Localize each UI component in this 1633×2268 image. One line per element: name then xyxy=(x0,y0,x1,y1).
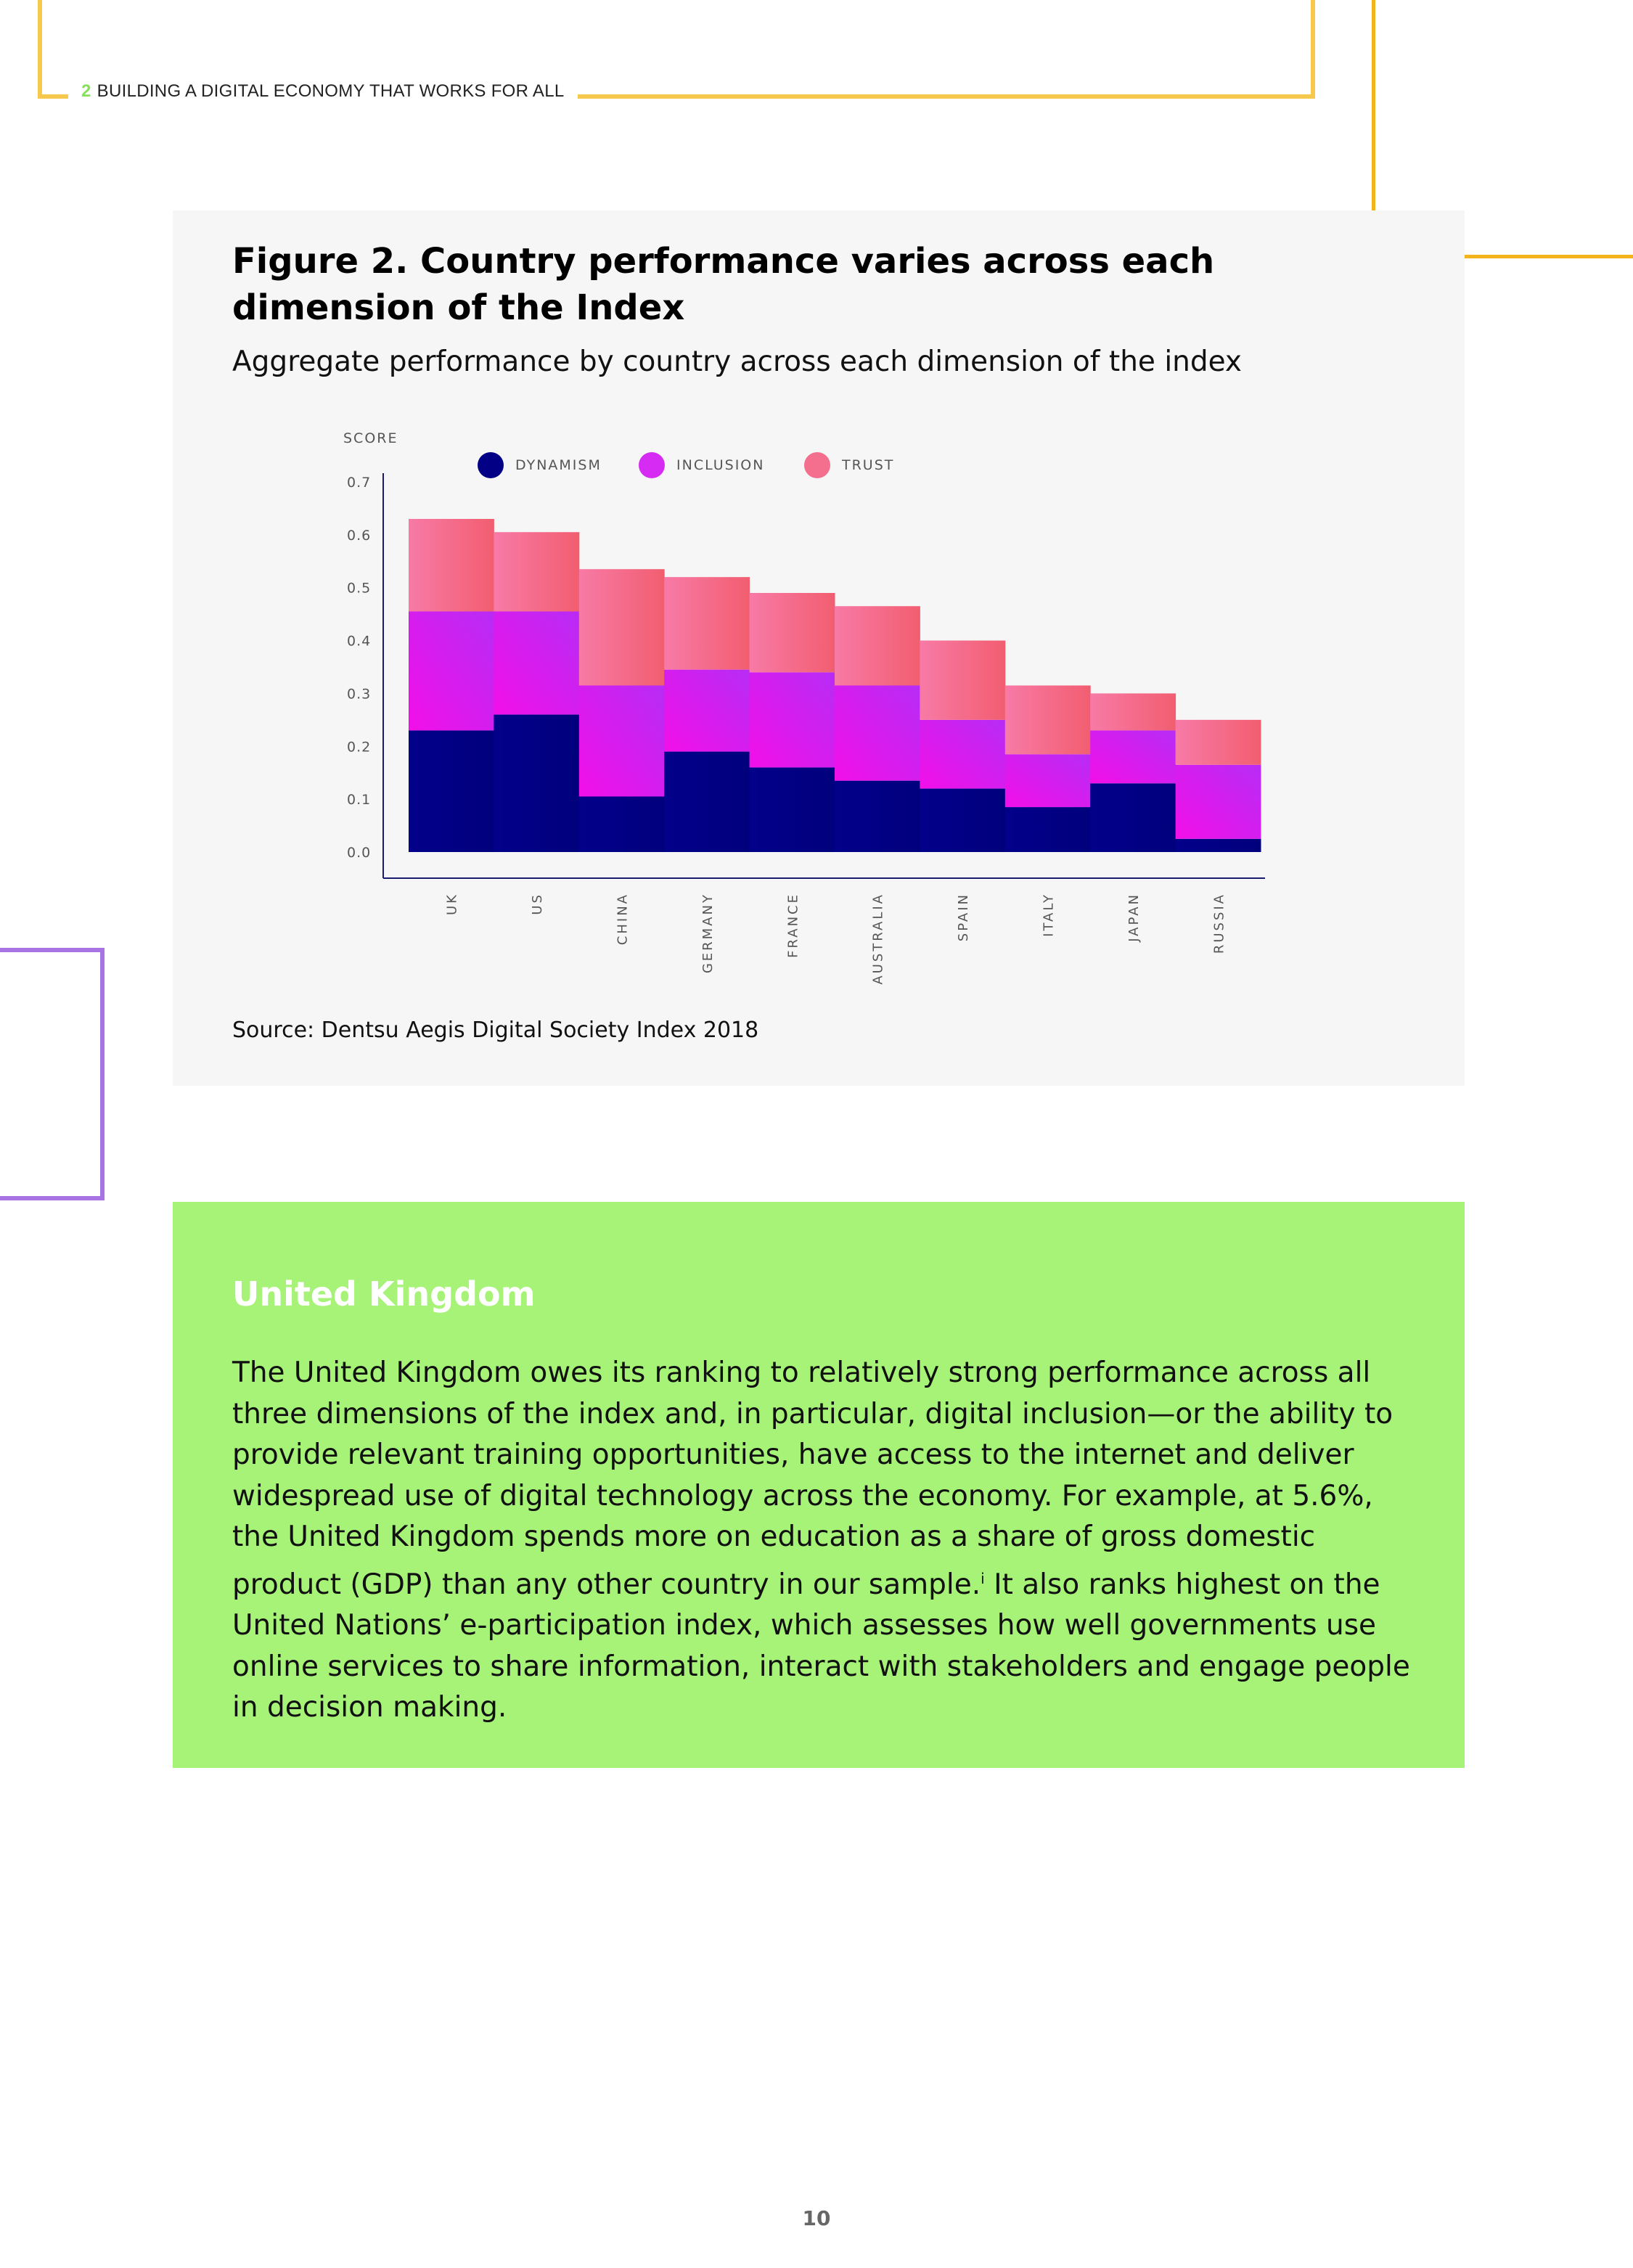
uk-body-part-2: It also ranks highest on the United Nations’ e-participation index, which assesses how well governments use online services to share information, interact with stakeholders and engage people in decision making. xyxy=(232,1568,1410,1724)
bar-inclusion-australia xyxy=(835,686,920,781)
section-title: BUILDING A DIGITAL ECONOMY THAT WORKS FOR ALL xyxy=(97,81,565,101)
x-tick-label-germany: GERMANY xyxy=(700,893,716,974)
x-tick-label-australia: AUSTRALIA xyxy=(870,893,886,985)
bar-dynamism-france xyxy=(750,767,835,852)
section-number: 2 xyxy=(81,81,91,101)
bar-trust-italy xyxy=(1005,686,1091,755)
bar-trust-uk xyxy=(409,519,494,612)
y-tick-label: 0.0 xyxy=(347,845,372,861)
uk-heading: United Kingdom xyxy=(232,1274,536,1314)
y-tick-label: 0.3 xyxy=(347,686,372,703)
y-axis-title: SCORE xyxy=(343,430,398,446)
bar-dynamism-spain xyxy=(920,789,1005,852)
bar-dynamism-italy xyxy=(1005,807,1091,852)
y-tick-label: 0.1 xyxy=(347,792,372,808)
figure-source: Source: Dentsu Aegis Digital Society Index 2018 xyxy=(232,1018,759,1043)
running-header xyxy=(68,77,578,106)
page-number: 10 xyxy=(802,2206,831,2230)
bar-trust-australia xyxy=(835,606,920,685)
uk-callout-panel xyxy=(173,1202,1465,1768)
bar-trust-china xyxy=(579,569,665,685)
y-tick-label: 0.6 xyxy=(347,527,372,544)
legend-label-trust: TRUST xyxy=(842,457,895,473)
figure-title: Figure 2. Country performance varies across each dimension of the Index xyxy=(232,241,1215,328)
decorative-frame-left xyxy=(0,948,105,1200)
bar-inclusion-spain xyxy=(920,720,1005,789)
bar-dynamism-australia xyxy=(835,781,920,852)
x-tick-label-china: CHINA xyxy=(615,893,631,946)
bar-inclusion-uk xyxy=(409,612,494,731)
y-tick-label: 0.7 xyxy=(347,475,372,491)
bar-inclusion-japan xyxy=(1090,730,1176,783)
bar-trust-us xyxy=(494,532,579,611)
y-tick-label: 0.5 xyxy=(347,580,372,597)
y-tick-label: 0.4 xyxy=(347,633,372,650)
legend-label-dynamism: DYNAMISM xyxy=(515,457,602,473)
figure-panel xyxy=(173,210,1465,1086)
x-tick-label-japan: JAPAN xyxy=(1126,893,1142,942)
x-tick-label-russia: RUSSIA xyxy=(1211,893,1227,954)
footnote-marker[interactable]: i xyxy=(981,1569,985,1587)
x-tick-label-spain: SPAIN xyxy=(956,893,972,942)
bar-trust-spain xyxy=(920,641,1005,720)
bar-dynamism-uk xyxy=(409,730,494,852)
bar-inclusion-italy xyxy=(1005,754,1091,807)
uk-body-text xyxy=(232,1353,1423,1729)
bar-dynamism-japan xyxy=(1090,783,1176,852)
bar-inclusion-russia xyxy=(1176,765,1261,839)
y-tick-label: 0.2 xyxy=(347,739,372,756)
bar-dynamism-us xyxy=(494,715,579,852)
uk-body-part-1: The United Kingdom owes its ranking to relatively strong performance across all three dimensions of the index and, in particular, digital inclusion—or the ability to provide relevant training opportunities, have access to the internet and deliver widespread use of digital technology across the economy. For example, at 5.6%, the United Kingdom spends more on education as a share of gross domestic product (GDP) than any other country in our sample. xyxy=(232,1356,1393,1601)
bar-inclusion-china xyxy=(579,686,665,797)
bar-trust-france xyxy=(750,593,835,672)
bar-dynamism-russia xyxy=(1176,839,1261,852)
bar-dynamism-germany xyxy=(664,752,750,852)
figure-subtitle: Aggregate performance by country across each dimension of the index xyxy=(232,345,1243,378)
bar-trust-russia xyxy=(1176,720,1261,765)
bar-trust-germany xyxy=(664,577,750,670)
bar-inclusion-france xyxy=(750,672,835,767)
legend-swatch-dynamism xyxy=(478,452,504,478)
bar-trust-japan xyxy=(1090,693,1176,730)
x-tick-label-france: FRANCE xyxy=(785,893,801,958)
legend-label-inclusion: INCLUSION xyxy=(676,457,765,473)
bar-inclusion-us xyxy=(494,612,579,715)
bar-dynamism-china xyxy=(579,797,665,853)
legend-swatch-trust xyxy=(804,452,830,478)
x-tick-label-uk: UK xyxy=(444,893,460,915)
x-tick-label-us: US xyxy=(530,893,546,915)
legend-swatch-inclusion xyxy=(639,452,665,478)
x-tick-label-italy: ITALY xyxy=(1041,893,1057,937)
bar-inclusion-germany xyxy=(664,670,750,752)
